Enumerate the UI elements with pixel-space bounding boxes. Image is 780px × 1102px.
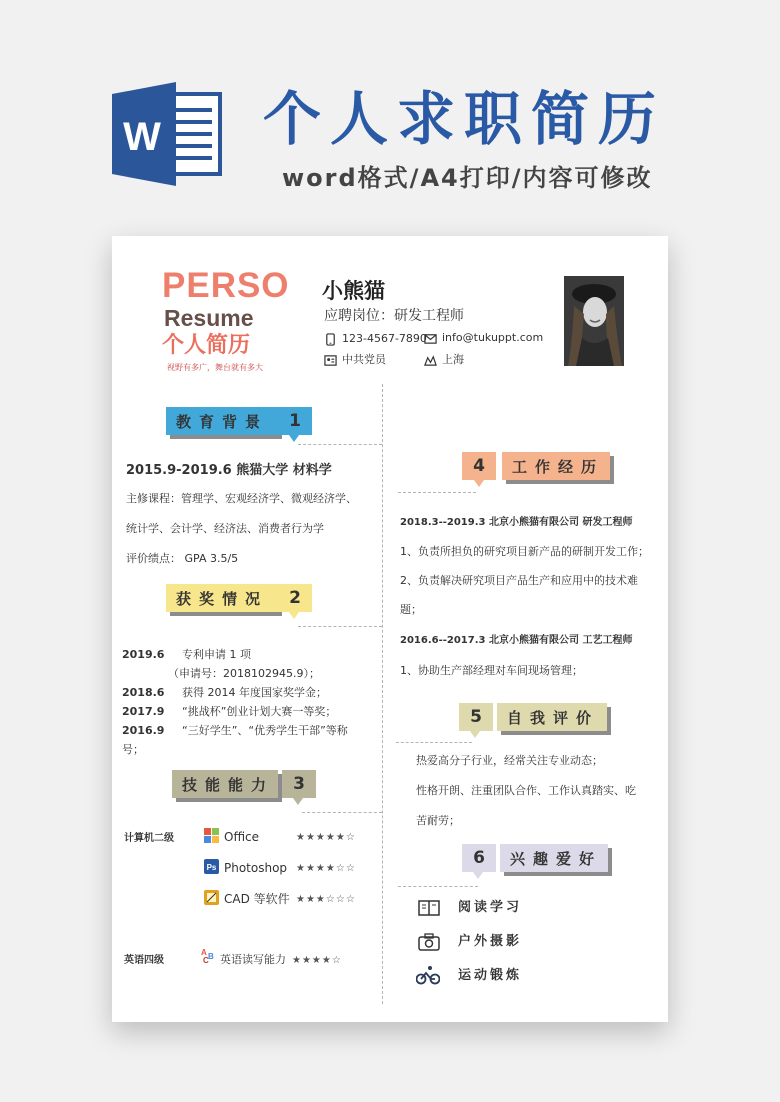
evaluation-line1: 热爱高分子行业，经常关注专业动态； xyxy=(416,754,603,767)
hobbies-dash xyxy=(398,886,478,887)
evaluation-dash xyxy=(396,742,472,743)
section-evaluation-pointer xyxy=(470,731,480,738)
word-logo-letter: W xyxy=(123,115,161,159)
section-work-pointer xyxy=(474,480,484,487)
hobby-reading: 阅读学习 xyxy=(458,900,523,915)
profile-politics: 中共党员 xyxy=(342,353,386,366)
email-row xyxy=(424,330,543,346)
award-year-4: 2017.9 xyxy=(122,705,165,718)
politics-row xyxy=(324,352,386,368)
svg-text:B: B xyxy=(208,952,214,961)
award-text-3: 获得 2014 年度国家奖学金； xyxy=(182,686,327,699)
education-gpa: 评价绩点： GPA 3.5/5 xyxy=(126,552,239,565)
brand-title-cn: 个人简历 xyxy=(162,333,251,358)
work-job1-head: 2018.3--2019.3 北京小熊猫有限公司 研发工程师 xyxy=(400,517,633,528)
section-education-label: 教育背景 xyxy=(166,407,278,435)
location-row xyxy=(424,352,464,368)
section-awards-pointer xyxy=(289,612,299,619)
skills-dash xyxy=(302,812,382,813)
svg-text:Ps: Ps xyxy=(206,863,217,872)
book-icon xyxy=(418,899,440,917)
bicycle-icon xyxy=(416,965,440,985)
evaluation-line2: 性格开朗、注重团队合作、工作认真踏实、吃 xyxy=(416,784,636,797)
phone-row xyxy=(324,331,427,347)
award-text-4: “挑战杯”创业计划大赛一等奖； xyxy=(182,705,337,718)
phone-icon xyxy=(324,333,337,346)
section-hobbies-label: 兴趣爱好 xyxy=(500,844,608,872)
section-education-pointer xyxy=(289,435,299,442)
svg-text:C: C xyxy=(203,956,209,964)
photoshop-icon xyxy=(204,859,219,874)
award-text-2: （申请号：2018102945.9）； xyxy=(168,667,320,680)
skills-computer-label: 计算机二级 xyxy=(124,833,174,844)
skill-name-photoshop: Photoshop xyxy=(224,861,288,875)
education-courses-2: 统计学、会计学、经济法、消费者行为学 xyxy=(126,522,324,535)
education-courses-1: 主修课程：管理学、宏观经济学、微观经济学、 xyxy=(126,492,357,505)
section-education-num: 1 xyxy=(278,407,312,435)
work-job1-line1: 1、负责所担负的研究项目新产品的研制开发工作； xyxy=(400,545,649,558)
section-skills-num: 3 xyxy=(282,770,316,798)
profile-email: info@tukuppt.com xyxy=(442,331,544,344)
brand-resume: Resume xyxy=(164,305,254,331)
cad-icon xyxy=(204,890,219,905)
skill-name-office: Office xyxy=(224,830,260,844)
award-year-5: 2016.9 xyxy=(122,724,165,737)
center-divider xyxy=(382,384,383,1004)
profile-photo xyxy=(564,276,624,366)
award-text-1: 专利申请 1 项 xyxy=(182,648,251,661)
skill-name-cad: CAD 等软件 xyxy=(224,892,290,906)
id-card-icon xyxy=(324,354,337,367)
section-skills-pointer xyxy=(293,798,303,805)
award-text-wrap: 号； xyxy=(122,743,144,756)
location-icon xyxy=(424,354,437,367)
email-icon xyxy=(424,332,437,345)
work-dash xyxy=(398,492,476,493)
section-hobbies-num: 6 xyxy=(462,844,496,872)
skill-stars-english: ★★★★☆ xyxy=(292,955,342,966)
profile-name: 小熊猫 xyxy=(322,279,385,303)
camera-icon xyxy=(418,933,440,951)
skill-name-english: 英语读写能力 xyxy=(220,953,286,966)
skill-stars-office: ★★★★★☆ xyxy=(296,832,356,843)
skill-stars-cad: ★★★☆☆☆ xyxy=(296,894,356,905)
profile-position: 应聘岗位：研发工程师 xyxy=(324,308,464,324)
section-evaluation-label: 自我评价 xyxy=(497,703,607,731)
skills-english-label: 英语四级 xyxy=(124,955,164,966)
section-work-num: 4 xyxy=(462,452,496,480)
section-awards-label: 获奖情况 xyxy=(166,584,278,612)
skill-stars-photoshop: ★★★★☆☆ xyxy=(296,863,356,874)
work-job2-head: 2016.6--2017.3 北京小熊猫有限公司 工艺工程师 xyxy=(400,635,633,646)
work-job2-line1: 1、协助生产部经理对车间现场管理； xyxy=(400,664,583,677)
award-year-3: 2018.6 xyxy=(122,686,165,699)
evaluation-line3: 苦耐劳； xyxy=(416,814,460,827)
section-awards-num: 2 xyxy=(278,584,312,612)
work-job1-line3: 题； xyxy=(400,603,422,616)
award-year-1: 2019.6 xyxy=(122,648,165,661)
section-skills-label: 技能能力 xyxy=(172,770,278,798)
svg-text:A: A xyxy=(201,948,207,957)
office-icon xyxy=(204,828,219,843)
banner-subtitle: word格式/A4打印/内容可修改 xyxy=(282,164,653,192)
profile-location: 上海 xyxy=(442,353,464,366)
profile-phone: 123-4567-7890 xyxy=(342,332,427,345)
hobby-exercise: 运动锻炼 xyxy=(458,968,523,983)
work-job1-line2: 2、负责解决研究项目产品生产和应用中的技术难 xyxy=(400,574,638,587)
section-evaluation-num: 5 xyxy=(459,703,493,731)
education-headline: 2015.9-2019.6 熊猫大学 材料学 xyxy=(126,463,332,478)
resume-paper xyxy=(112,236,668,1022)
section-hobbies-pointer xyxy=(473,872,483,879)
award-text-5: “三好学生”、“优秀学生干部”等称 xyxy=(182,724,348,737)
brand-perso: PERSO xyxy=(162,266,290,305)
brand-slogan: 视野有多广，舞台就有多大 xyxy=(167,363,263,372)
banner-title: 个人求职简历 xyxy=(263,85,666,153)
education-dash xyxy=(298,444,382,445)
hobby-photography: 户外摄影 xyxy=(458,934,523,949)
section-work-label: 工作经历 xyxy=(502,452,610,480)
abc-icon xyxy=(200,946,218,964)
awards-dash xyxy=(298,626,382,627)
word-logo-icon xyxy=(112,82,224,186)
